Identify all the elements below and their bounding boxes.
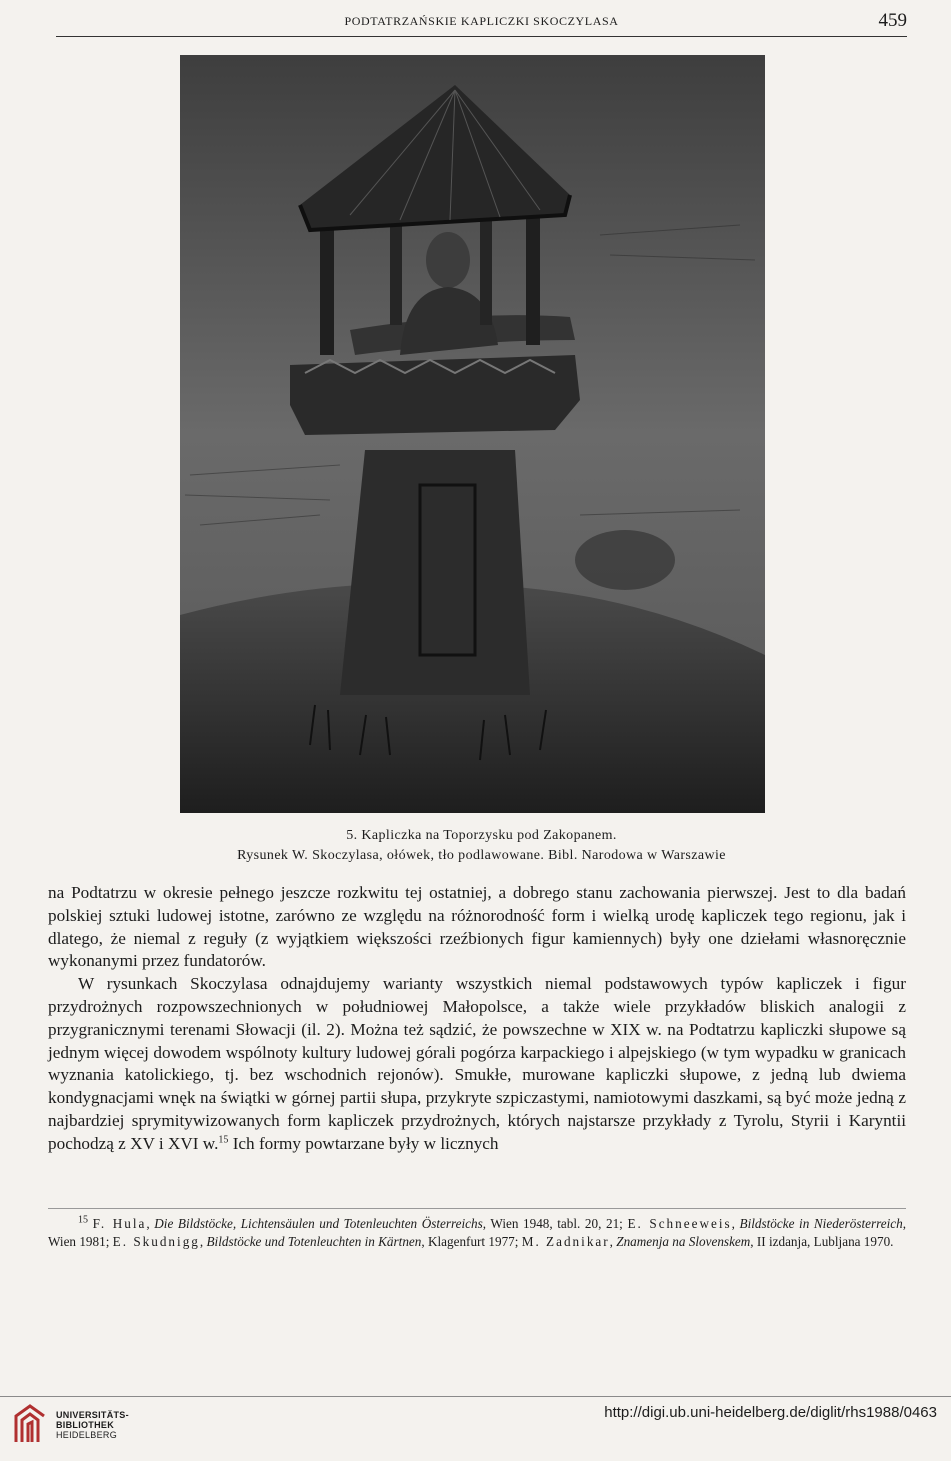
shrine-drawing-image bbox=[180, 55, 765, 813]
footnote bbox=[48, 1215, 906, 1252]
footnote-title-2: Bildstöcke in Niederösterreich bbox=[739, 1216, 903, 1231]
source-url-link[interactable]: http://digi.ub.uni-heidelberg.de/diglit/rhs1988/0463 bbox=[604, 1404, 937, 1421]
footnote-number: 15 bbox=[78, 1214, 88, 1226]
footnote-author-3: E. Skudnigg bbox=[112, 1234, 200, 1250]
library-name-line-1: UNIVERSITÄTS- bbox=[56, 1410, 129, 1420]
figure-shrine-drawing bbox=[180, 55, 765, 813]
footnote-title-3: Bildstöcke und Totenleuchten in Kärtnen bbox=[206, 1234, 422, 1250]
footnote-rule bbox=[48, 1208, 906, 1209]
paragraph-2-tail: Ich formy powtarzane były w licznych bbox=[228, 1133, 499, 1153]
running-head bbox=[56, 10, 907, 34]
footnote-title-1: Die Bildstöcke, Lichtensäulen und Totenleuchten Österreichs bbox=[154, 1216, 483, 1231]
footnote-sep-2: , bbox=[731, 1216, 740, 1231]
page-number: 459 bbox=[878, 10, 907, 31]
footnote-title-4: Znamenja na Slovenskem bbox=[616, 1234, 751, 1250]
header-rule bbox=[56, 36, 907, 37]
footnote-reference: 15 bbox=[218, 1134, 229, 1146]
figure-caption-credit: Rysunek W. Skoczylasa, ołówek, tło podlawowane. Bibl. Narodowa w Warszawie bbox=[237, 848, 726, 863]
library-name-line-3: HEIDELBERG bbox=[56, 1430, 118, 1440]
footnote-author-2: E. Schneeweis bbox=[627, 1216, 732, 1231]
footnote-author-1: F. Hula bbox=[92, 1216, 147, 1231]
footnote-author-4: M. Zadnikar bbox=[521, 1234, 610, 1250]
footer-rule bbox=[0, 1396, 951, 1397]
library-name-line-2: BIBLIOTHEK bbox=[56, 1420, 114, 1430]
running-title: PODTATRZAŃSKIE KAPLICZKI SKOCZYLASA bbox=[344, 14, 619, 28]
footnote-rest-2: , Wien 1981; bbox=[48, 1216, 907, 1250]
body-text bbox=[48, 882, 906, 1156]
footnote-rest-3: , Klagenfurt 1977; bbox=[421, 1234, 522, 1250]
footnote-sep-3: , bbox=[199, 1234, 207, 1250]
paragraph-2-text: W rysunkach Skoczylasa odnajdujemy warianty wszystkich niemal podstawowych typów kapliczek i figur przydrożnych rozpowszechnionych w południowej Małopolsce, a także wiele przykładów bliskich analogii z przygranicznymi terenami Słowacji (il. 2). Można też sądzić, że powszechne w XIX w. na Podtatrzu kapliczki słupowe są jednym więcej dowodem wspólnoty kultury ludowej górali pogórza karpackiego i alpejskiego (w tym wypadku w granicach wyznania katolickiego, tj. bez wschodnich rejonów). Smukłe, murowane kapliczki słupowe, z jedną lub dwiema kondygnacjami wnęk na świątki w górnej partii słupa, przykryte szpiczastymi, namiotowymi daszkami, są być może jedną z najbardziej sprymitywizowanych form kapliczek przydrożnych, których najstarsze przykłady z Tyrolu, Styrii i Karyntii pochodzą z XV i XVI w. bbox=[48, 974, 906, 1153]
figure-caption-title: 5. Kapliczka na Toporzysku pod Zakopanem. bbox=[346, 828, 617, 843]
footnote-rest-4: , II izdanja, Lubljana 1970. bbox=[750, 1234, 894, 1250]
paragraph-1: na Podtatrzu w okresie pełnego jeszcze rozkwitu tej ostatniej, a dobrego stanu zachowania pierwszej. Jest to dla badań polskiej sztuki ludowej istotne, zarówno ze względu na różnorodność form i wielką urodę kapliczek tego regionu, jak i dlatego, że niemal z reguły (z wyjątkiem większości rzeźbionych figur kamiennych) były one dziełami własnoręcznie wykonanymi przez fundatorów. bbox=[48, 883, 906, 971]
paragraph-2 bbox=[48, 973, 906, 1155]
footnote-sep-4: , bbox=[609, 1234, 617, 1250]
footnote-rest-1: , Wien 1948, tabl. 20, 21; bbox=[482, 1216, 628, 1231]
library-name bbox=[56, 1410, 129, 1440]
library-logo-icon bbox=[10, 1402, 50, 1448]
footnote-15: $^{15}$ F. Hula, Die Bildstöcke, Lichtensäulen und Totenleuchten Österreichs, Wien 1948, tabl. 20, 21; E. Schneeweis, Bildstöcke in Niederösterreich, Wien 1981; E. Skudnigg, Bildstöcke und Totenleuchten in Kärtnen, Klagenfurt 1977; M. Zadnikar, Znamenja na Slovenskem, II izdanja, Lubljana 1970. bbox=[48, 1214, 907, 1250]
